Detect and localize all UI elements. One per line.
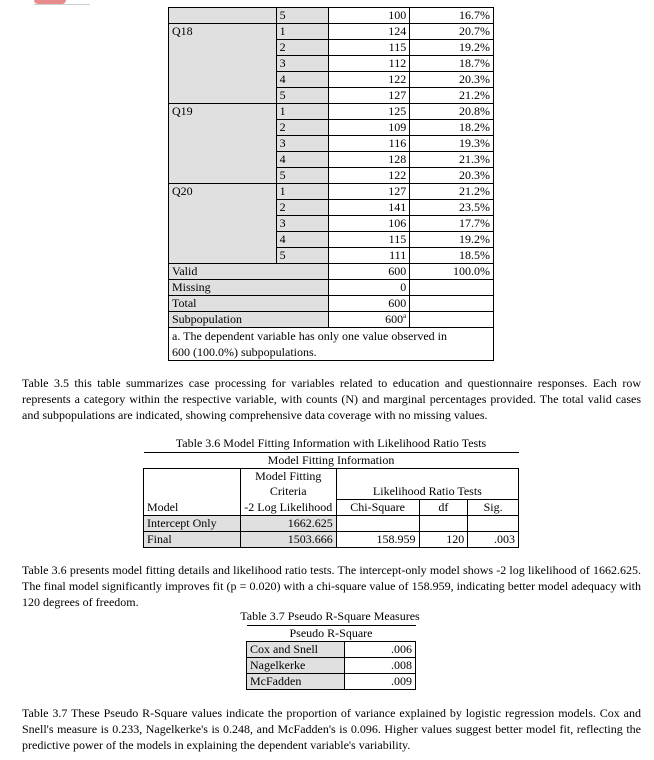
category-cell: 1 <box>276 104 328 120</box>
model-fitting-table <box>143 452 519 548</box>
model-col-header: Model <box>144 500 241 516</box>
measure-label: McFadden <box>247 674 345 690</box>
category-cell: 3 <box>276 216 328 232</box>
lrt-header-blank-3 <box>468 469 519 485</box>
total-count: 600 <box>328 296 410 312</box>
group-label: Q18 <box>169 24 277 104</box>
model-fitting-header: Model Fitting Information <box>144 453 519 469</box>
valid-percent: 100.0% <box>410 264 494 280</box>
percent-cell: 20.7% <box>410 24 494 40</box>
count-cell: 125 <box>328 104 410 120</box>
row-sig <box>468 516 519 532</box>
table-3-7-description: Table 3.7 These Pseudo R-Square values indicate the proportion of variance explained by logistic regression models. Cox and Snell's measure is 0.233, Nagelkerke's is 0.248, and McFadden's is 0.096. Higher values suggest better model fit, reflecting the predictive power of the models in explaining the dependent variable's variability. <box>22 706 641 752</box>
case-processing-body <box>169 8 494 361</box>
total-label: Total <box>169 296 329 312</box>
percent-cell: 18.2% <box>410 120 494 136</box>
count-cell: 109 <box>328 120 410 136</box>
category-cell: 3 <box>276 136 328 152</box>
lrt-header: Likelihood Ratio Tests <box>336 484 518 500</box>
group-label: Q19 <box>169 104 277 184</box>
category-cell: 2 <box>276 120 328 136</box>
row-sig: .003 <box>468 532 519 548</box>
category-cell: 1 <box>276 24 328 40</box>
table-row <box>247 674 416 690</box>
percent-cell: 20.3% <box>410 72 494 88</box>
subpopulation-percent-blank <box>410 312 494 328</box>
measure-label: Cox and Snell <box>247 642 345 658</box>
row-loglik: 1662.625 <box>240 516 336 532</box>
footnote-row <box>169 328 494 361</box>
count-cell: 127 <box>328 88 410 104</box>
model-header-blank-2 <box>144 484 241 500</box>
subpopulation-label: Subpopulation <box>169 312 329 328</box>
count-cell: 115 <box>328 232 410 248</box>
count-cell: 122 <box>328 168 410 184</box>
total-row <box>169 296 494 312</box>
criteria-header-2: Criteria <box>240 484 336 500</box>
measure-value: .009 <box>344 674 415 690</box>
table-3-7-caption: Table 3.7 Pseudo R-Square Measures <box>240 609 420 623</box>
df-col-header: df <box>419 500 468 516</box>
percent-cell: 18.5% <box>410 248 494 264</box>
chi-square-col-header: Chi-Square <box>336 500 419 516</box>
category-cell: 3 <box>276 56 328 72</box>
percent-cell: 17.7% <box>410 216 494 232</box>
subpopulation-count <box>328 312 410 328</box>
category-cell: 4 <box>276 232 328 248</box>
count-cell: 124 <box>328 24 410 40</box>
pseudo-r-square-table <box>246 625 416 690</box>
table-row <box>144 516 519 532</box>
count-cell: 106 <box>328 216 410 232</box>
count-cell: 112 <box>328 56 410 72</box>
row-model-label: Intercept Only <box>144 516 241 532</box>
row-model-label: Final <box>144 532 241 548</box>
row-loglik: 1503.666 <box>240 532 336 548</box>
table-3-6-description: Table 3.6 presents model fitting details and likelihood ratio tests. The intercept-only model shows -2 log likelihood of 1662.625. The final model significantly improves fit (p = 0.020) with a chi-square value of 158.959, indicating better model adequacy with 120 degrees of freedom. <box>22 563 641 609</box>
percent-cell: 19.2% <box>410 40 494 56</box>
case-processing-table <box>168 7 494 361</box>
pseudo-r-square-header: Pseudo R-Square <box>247 626 416 642</box>
count-cell: 128 <box>328 152 410 168</box>
measure-label: Nagelkerke <box>247 658 345 674</box>
table-row <box>169 24 494 40</box>
missing-percent-blank <box>410 280 494 296</box>
total-percent-blank <box>410 296 494 312</box>
category-cell: 5 <box>276 88 328 104</box>
table-row <box>169 184 494 200</box>
table-row <box>169 8 494 24</box>
category-cell: 5 <box>276 248 328 264</box>
row-chi-square: 158.959 <box>336 532 419 548</box>
category-cell: 2 <box>276 40 328 56</box>
percent-cell: 21.3% <box>410 152 494 168</box>
header-rule <box>34 4 90 5</box>
category-cell: 4 <box>276 152 328 168</box>
percent-cell: 20.3% <box>410 168 494 184</box>
percent-cell: 19.3% <box>410 136 494 152</box>
row-df: 120 <box>419 532 468 548</box>
missing-label: Missing <box>169 280 329 296</box>
category-cell: 4 <box>276 72 328 88</box>
model-header-blank <box>144 469 241 485</box>
measure-value: .006 <box>344 642 415 658</box>
footnote-marker: a <box>403 312 407 320</box>
count-cell: 100 <box>328 8 410 24</box>
table-row <box>247 642 416 658</box>
count-cell: 115 <box>328 40 410 56</box>
measure-value: .008 <box>344 658 415 674</box>
table-row <box>169 104 494 120</box>
missing-count: 0 <box>328 280 410 296</box>
valid-row <box>169 264 494 280</box>
row-df <box>419 516 468 532</box>
table-row <box>144 532 519 548</box>
table-3-5-description: Table 3.5 this table summarizes case processing for variables related to education and questionnaire responses. Each row represents a category within the respective variable, with counts (N) and marginal percentages provided. The total valid cases and subpopulations are indicated, showing comprehensive data coverage with no missing values. <box>22 376 641 422</box>
category-cell: 5 <box>276 8 328 24</box>
count-cell: 127 <box>328 184 410 200</box>
sig-col-header: Sig. <box>468 500 519 516</box>
missing-row <box>169 280 494 296</box>
percent-cell: 21.2% <box>410 184 494 200</box>
percent-cell: 16.7% <box>410 8 494 24</box>
percent-cell: 20.8% <box>410 104 494 120</box>
category-cell: 1 <box>276 184 328 200</box>
category-cell: 5 <box>276 168 328 184</box>
lrt-header-blank-1 <box>336 469 419 485</box>
count-cell: 111 <box>328 248 410 264</box>
percent-cell: 23.5% <box>410 200 494 216</box>
criteria-header-1: Model Fitting <box>240 469 336 485</box>
subpopulation-row <box>169 312 494 328</box>
group-label: Q20 <box>169 184 277 264</box>
percent-cell: 19.2% <box>410 232 494 248</box>
count-cell: 116 <box>328 136 410 152</box>
lrt-header-blank-2 <box>419 469 468 485</box>
percent-cell: 18.7% <box>410 56 494 72</box>
valid-count: 600 <box>328 264 410 280</box>
valid-label: Valid <box>169 264 329 280</box>
count-cell: 122 <box>328 72 410 88</box>
loglik-col-header: -2 Log Likelihood <box>240 500 336 516</box>
header-logo-fragment <box>34 0 90 5</box>
row-chi-square <box>336 516 419 532</box>
table-row <box>247 658 416 674</box>
group-label-continued <box>169 8 277 24</box>
table-footnote: a. The dependent variable has only one value observed in 600 (100.0%) subpopulations. <box>169 328 494 361</box>
percent-cell: 21.2% <box>410 88 494 104</box>
subpopulation-value: 600 <box>385 312 404 326</box>
category-cell: 2 <box>276 200 328 216</box>
count-cell: 141 <box>328 200 410 216</box>
table-3-6-caption: Table 3.6 Model Fitting Information with Likelihood Ratio Tests <box>175 436 487 450</box>
